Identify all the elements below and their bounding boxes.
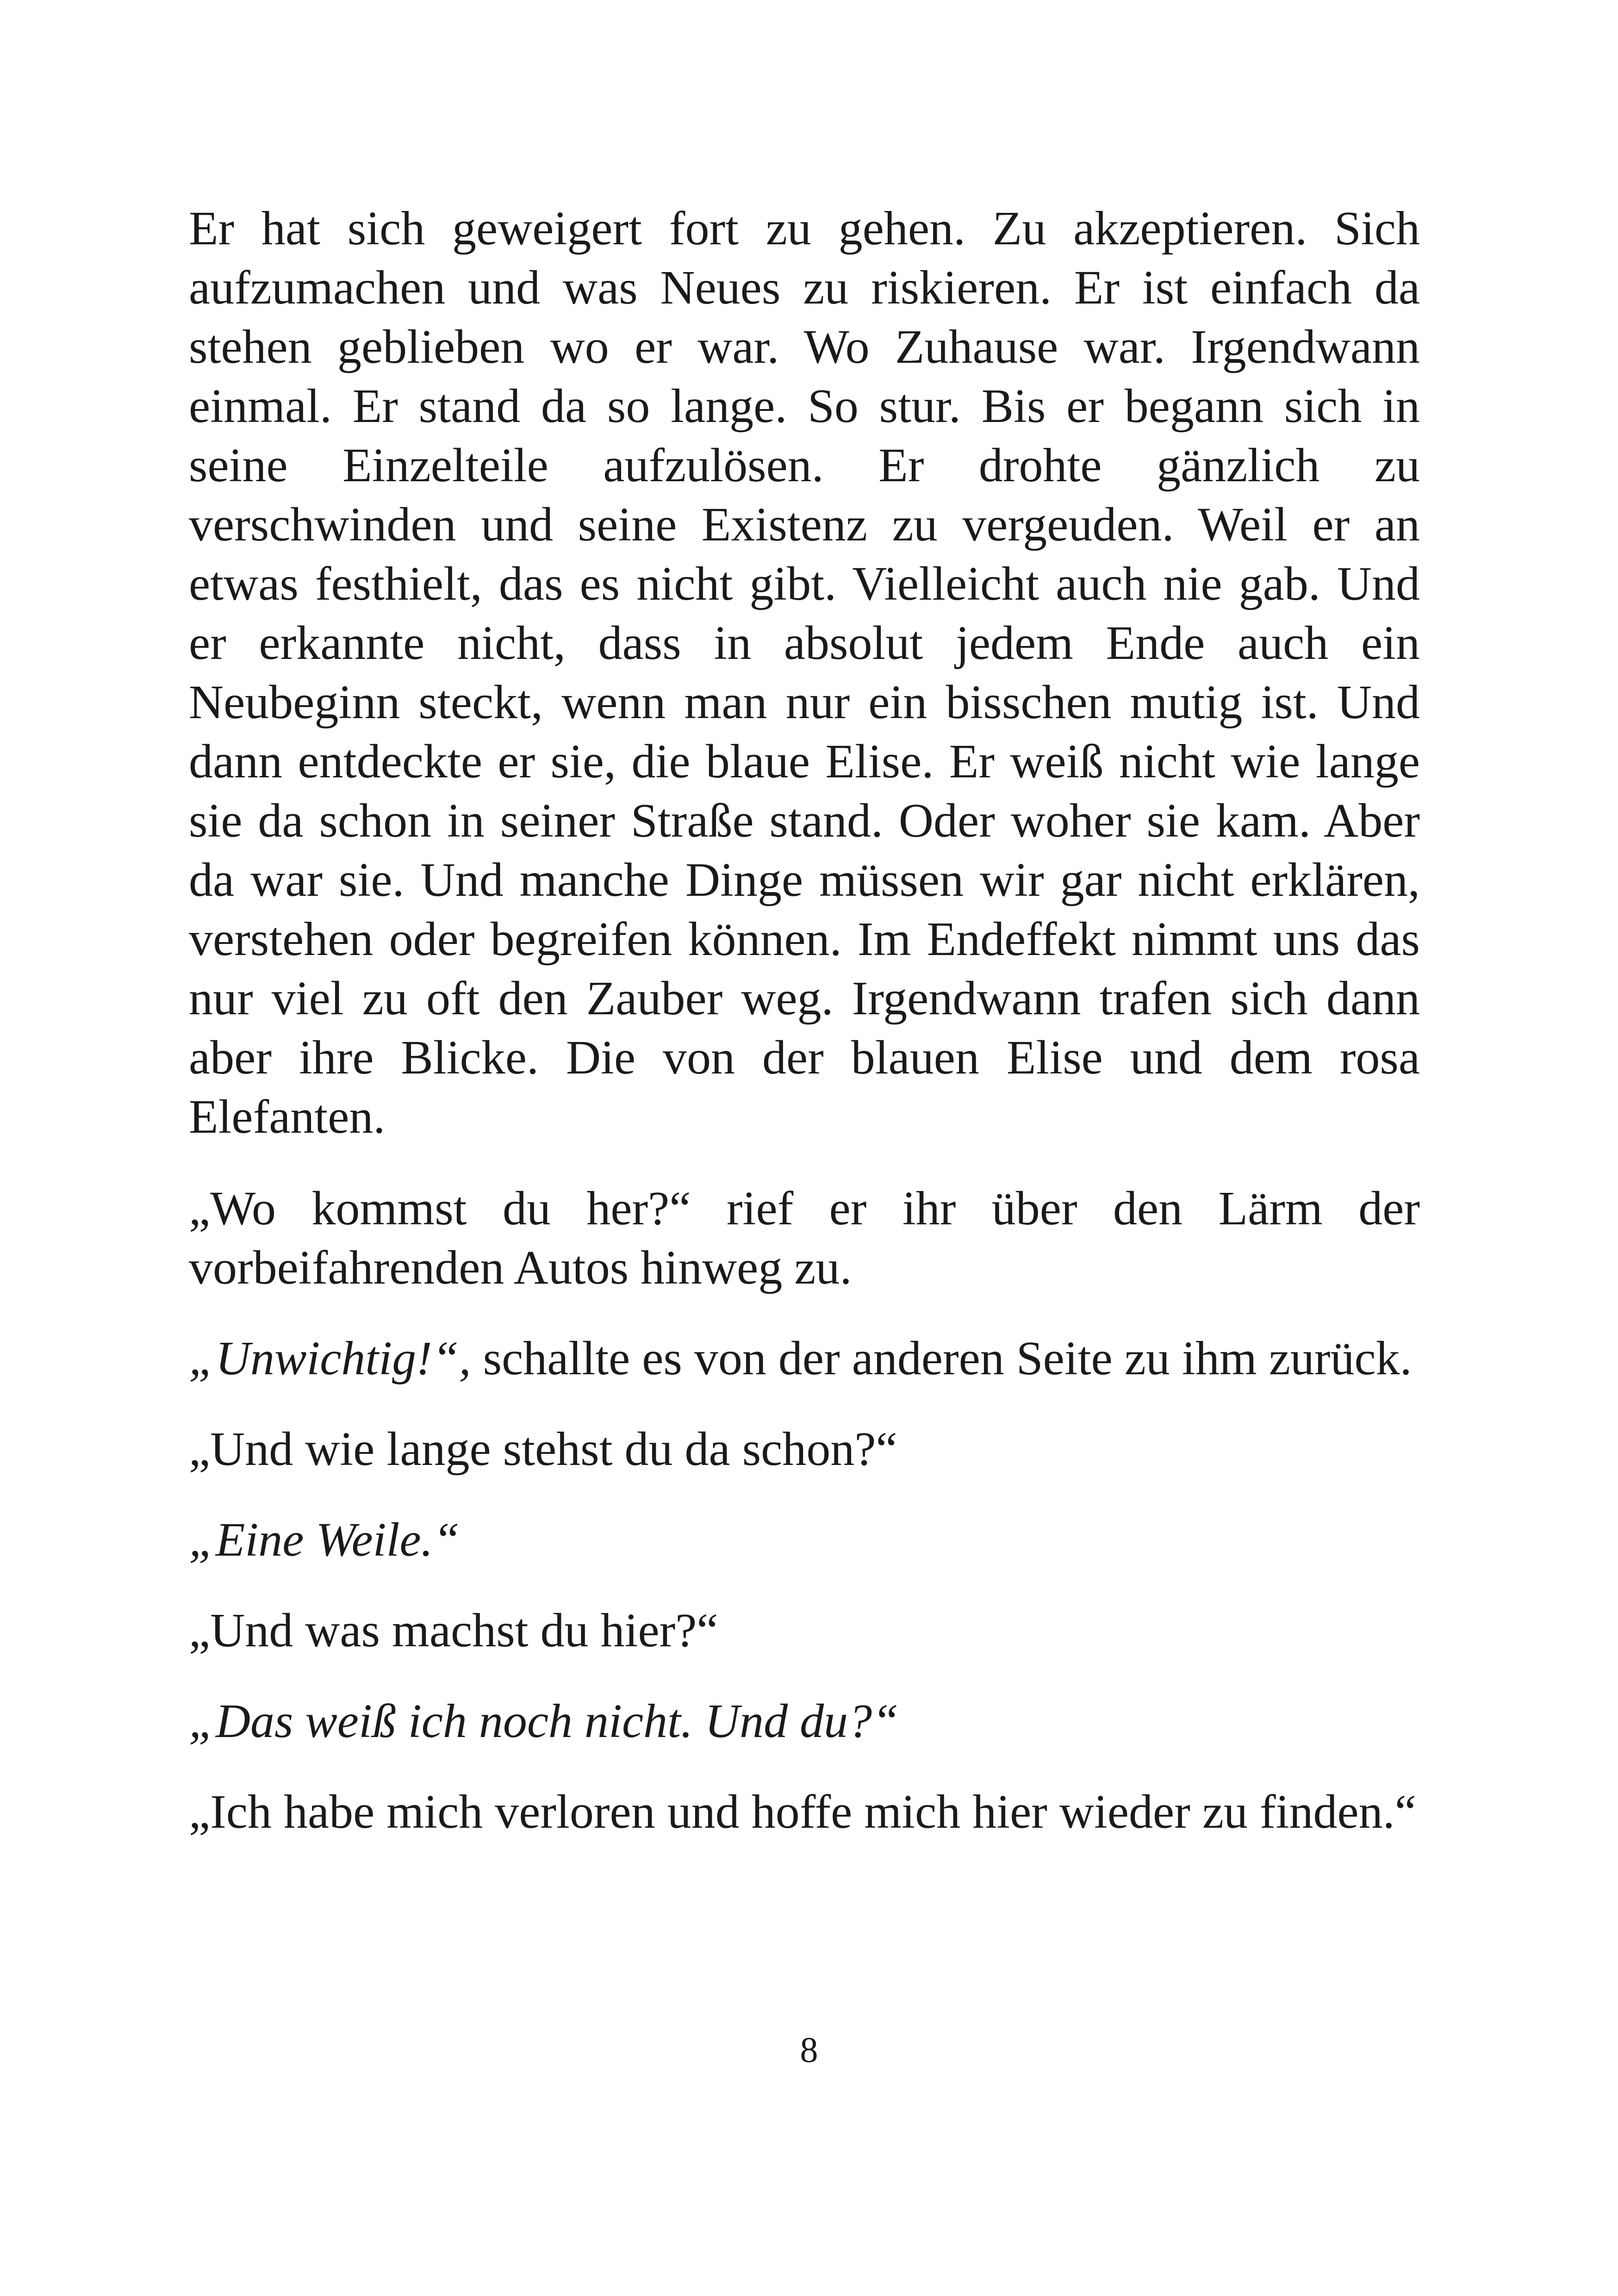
dialogue-line-2-rest: schallte es von der anderen Seite zu ihm zurück. xyxy=(471,1332,1412,1385)
dialogue-line-2-italic: „Unwichtig!“, xyxy=(189,1332,471,1385)
page-number: 8 xyxy=(800,2029,818,2070)
dialogue-line-1: „Wo kommst du her?“ rief er ihr über den Lärm der vorbeifahrenden Autos hinweg zu. xyxy=(189,1182,1420,1294)
page-body xyxy=(189,199,1420,1873)
dialogue-line-7: „Ich habe mich verloren und hoffe mich hier wieder zu finden.“ xyxy=(189,1785,1416,1838)
dialogue-line-5: „Und was machst du hier?“ xyxy=(189,1604,718,1657)
dialogue-line-3: „Und wie lange stehst du da schon?“ xyxy=(189,1422,897,1476)
dialogue-line-6: „Das weiß ich noch nicht. Und du?“ xyxy=(189,1694,899,1748)
dialogue-line-2 xyxy=(189,1329,1420,1388)
dialogue-line-4: „Eine Weile.“ xyxy=(189,1513,460,1566)
narrative-paragraph: Er hat sich geweigert fort zu gehen. Zu akzeptieren. Sich aufzumachen und was Neues zu riskieren. Er ist einfach da stehen geblieben wo er war. Wo Zuhause war. Irgendwann einmal. Er stand da so lange. So stur. Bis er begann sich in seine Einzelteile aufzulösen. Er drohte gänzlich zu verschwinden und seine Existenz zu vergeuden. Weil er an etwas festhielt, das es nicht gibt. Vielleicht auch nie gab. Und er erkannte nicht, dass in absolut jedem Ende auch ein Neubeginn steckt, wenn man nur ein bisschen mutig ist. Und dann entdeckte er sie, die blaue Elise. Er weiß nicht wie lange sie da schon in seiner Straße stand. Oder woher sie kam. Aber da war sie. Und manche Dinge müssen wir gar nicht erklären, verstehen oder begreifen können. Im Endeffekt nimmt uns das nur viel zu oft den Zauber weg. Irgendwann trafen sich dann aber ihre Blicke. Die von der blauen Elise und dem rosa Elefanten. xyxy=(189,202,1420,1143)
